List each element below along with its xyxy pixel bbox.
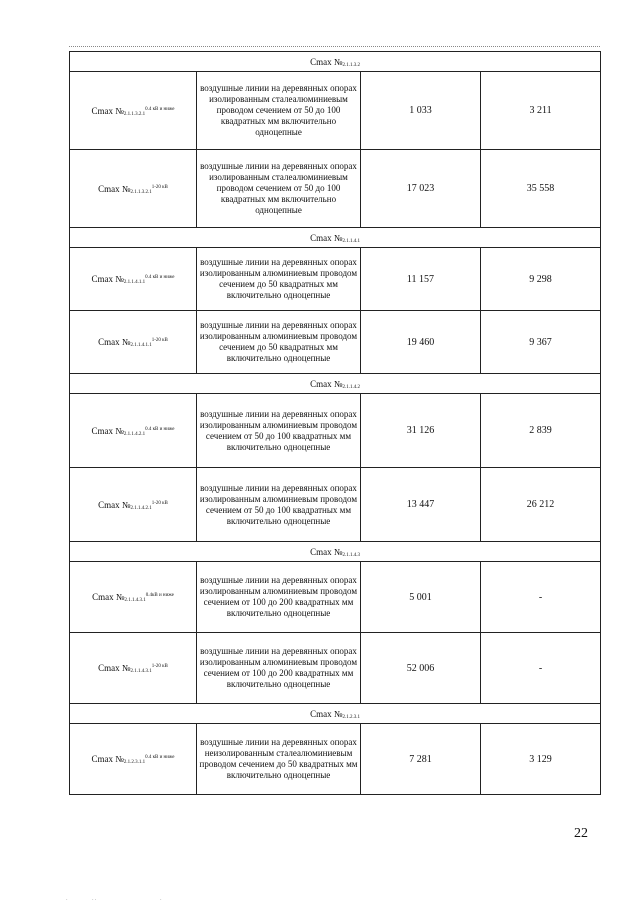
section-header	[70, 374, 601, 394]
description-cell: воздушные линии на деревянных опорах изолированным алюминиевым проводом сечением до 50 квадратных мм включительно одноцепные	[197, 311, 361, 374]
code-superscript: 1-20 кВ	[151, 500, 168, 506]
value2-cell: 3 211	[481, 72, 601, 150]
top-cut-line	[69, 46, 600, 47]
value1-cell: 7 281	[361, 724, 481, 795]
code-subscript: 2.1.2.3.1	[342, 714, 360, 720]
code-prefix: Cmax №	[98, 183, 131, 194]
table-row	[70, 724, 601, 795]
code-subscript: 2.1.1.3.2.1	[130, 189, 152, 195]
value2-cell: 26 212	[481, 468, 601, 542]
section-header-row	[70, 704, 601, 724]
value2-cell: -	[481, 633, 601, 704]
table-row	[70, 468, 601, 542]
code-prefix: Cmax №	[310, 546, 343, 557]
code-cell	[70, 72, 197, 150]
description-cell: воздушные линии на деревянных опорах неизолированным сталеалюминиевым проводом сечением до 50 квадратных мм включительно одноцепные	[197, 724, 361, 795]
code-prefix: Cmax №	[310, 708, 343, 719]
value2-cell: -	[481, 562, 601, 633]
value2-cell: 9 298	[481, 248, 601, 311]
code-subscript: 2.1.1.4.3.1	[124, 598, 146, 603]
code-prefix: Cmax №	[310, 378, 343, 389]
tariff-table-container	[69, 51, 600, 795]
code-prefix: Cmax №	[310, 232, 343, 243]
scan-mark: · ·	[92, 898, 97, 903]
table-row	[70, 633, 601, 704]
code-cell	[70, 724, 197, 795]
code-cell	[70, 311, 197, 374]
section-header	[70, 228, 601, 248]
table-row	[70, 394, 601, 468]
section-header-row	[70, 52, 601, 72]
code-prefix: Cmax №	[91, 754, 124, 764]
page-number: 22	[574, 826, 588, 841]
description-cell: воздушные линии на деревянных опорах изолированным алюминиевым проводом сечением от 100 до 200 квадратных мм включительно одноцепные	[197, 562, 361, 633]
code-superscript: 0.4 кВ и ниже	[145, 275, 175, 280]
code-prefix: Cmax №	[98, 337, 131, 347]
code-prefix: Cmax №	[98, 663, 131, 673]
code-superscript: 0.4 кВ и ниже	[145, 755, 175, 760]
code-cell	[70, 562, 197, 633]
section-header-row	[70, 228, 601, 248]
value2-cell: 35 558	[481, 150, 601, 228]
value1-cell: 5 001	[361, 562, 481, 633]
value1-cell: 52 006	[361, 633, 481, 704]
code-superscript: 0.4 кВ и ниже	[145, 426, 175, 432]
code-cell	[70, 394, 197, 468]
code-cell	[70, 248, 197, 311]
description-cell: воздушные линии на деревянных опорах изолированным алюминиевым проводом сечением до 50 квадратных мм включительно одноцепные	[197, 248, 361, 311]
description-cell: воздушные линии на деревянных опорах изолированным алюминиевым проводом сечением от 50 до 100 квадратных мм включительно одноцепные	[197, 468, 361, 542]
code-subscript: 2.1.1.4.3.1	[130, 669, 152, 674]
value2-cell: 3 129	[481, 724, 601, 795]
description-cell: воздушные линии на деревянных опорах изолированным алюминиевым проводом сечением от 100 до 200 квадратных мм включительно одноцепные	[197, 633, 361, 704]
scan-mark: ·	[160, 898, 162, 903]
code-superscript: 1-20 кВ	[151, 664, 168, 669]
code-prefix: Cmax №	[92, 592, 125, 602]
value1-cell: 31 126	[361, 394, 481, 468]
code-prefix: Cmax №	[310, 56, 343, 67]
value2-cell: 2 839	[481, 394, 601, 468]
code-superscript: 0.4кВ и ниже	[145, 593, 174, 598]
tariff-table-body	[70, 52, 601, 795]
table-row	[70, 311, 601, 374]
code-subscript: 2.1.1.4.3	[342, 552, 360, 558]
table-row	[70, 150, 601, 228]
code-superscript: 1-20 кВ	[151, 184, 168, 190]
section-header-row	[70, 374, 601, 394]
scan-mark: ·	[66, 898, 68, 903]
section-header-row	[70, 542, 601, 562]
value1-cell: 13 447	[361, 468, 481, 542]
code-cell	[70, 150, 197, 228]
section-header	[70, 704, 601, 724]
code-subscript: 2.1.1.3.2	[342, 62, 360, 68]
value1-cell: 17 023	[361, 150, 481, 228]
section-header	[70, 52, 601, 72]
code-subscript: 2.1.1.3.2.1	[123, 111, 146, 117]
value1-cell: 19 460	[361, 311, 481, 374]
code-prefix: Cmax №	[91, 425, 124, 436]
code-prefix: Cmax №	[91, 274, 124, 284]
code-prefix: Cmax №	[98, 499, 131, 510]
description-cell: воздушные линии на деревянных опорах изолированным алюминиевым проводом сечением от 50 до 100 квадратных мм включительно одноцепные	[197, 394, 361, 468]
value1-cell: 11 157	[361, 248, 481, 311]
description-cell: воздушные линии на деревянных опорах изолированным сталеалюминиевым проводом сечением от 50 до 100 квадратных мм включительно одноцепные	[197, 72, 361, 150]
code-subscript: 2.1.1.4.1	[342, 238, 360, 244]
code-subscript: 2.1.2.3.1.1	[123, 760, 146, 765]
code-subscript: 2.1.1.4.1.1	[130, 343, 152, 348]
tariff-table	[69, 51, 601, 795]
code-subscript: 2.1.1.4.2	[342, 384, 360, 390]
value2-cell: 9 367	[481, 311, 601, 374]
value1-cell: 1 033	[361, 72, 481, 150]
table-row	[70, 562, 601, 633]
code-cell	[70, 468, 197, 542]
code-superscript: 1-20 кВ	[151, 338, 168, 343]
code-superscript: 0.4 кВ и ниже	[145, 106, 175, 112]
code-subscript: 2.1.1.4.2.1	[130, 505, 152, 511]
code-prefix: Cmax №	[91, 105, 124, 116]
code-cell	[70, 633, 197, 704]
code-subscript: 2.1.1.4.1.1	[123, 280, 146, 285]
table-row	[70, 248, 601, 311]
description-cell: воздушные линии на деревянных опорах изолированным сталеалюминиевым проводом сечением от 50 до 100 квадратных мм включительно одноцепные	[197, 150, 361, 228]
table-row	[70, 72, 601, 150]
section-header	[70, 542, 601, 562]
code-subscript: 2.1.1.4.2.1	[123, 431, 146, 437]
